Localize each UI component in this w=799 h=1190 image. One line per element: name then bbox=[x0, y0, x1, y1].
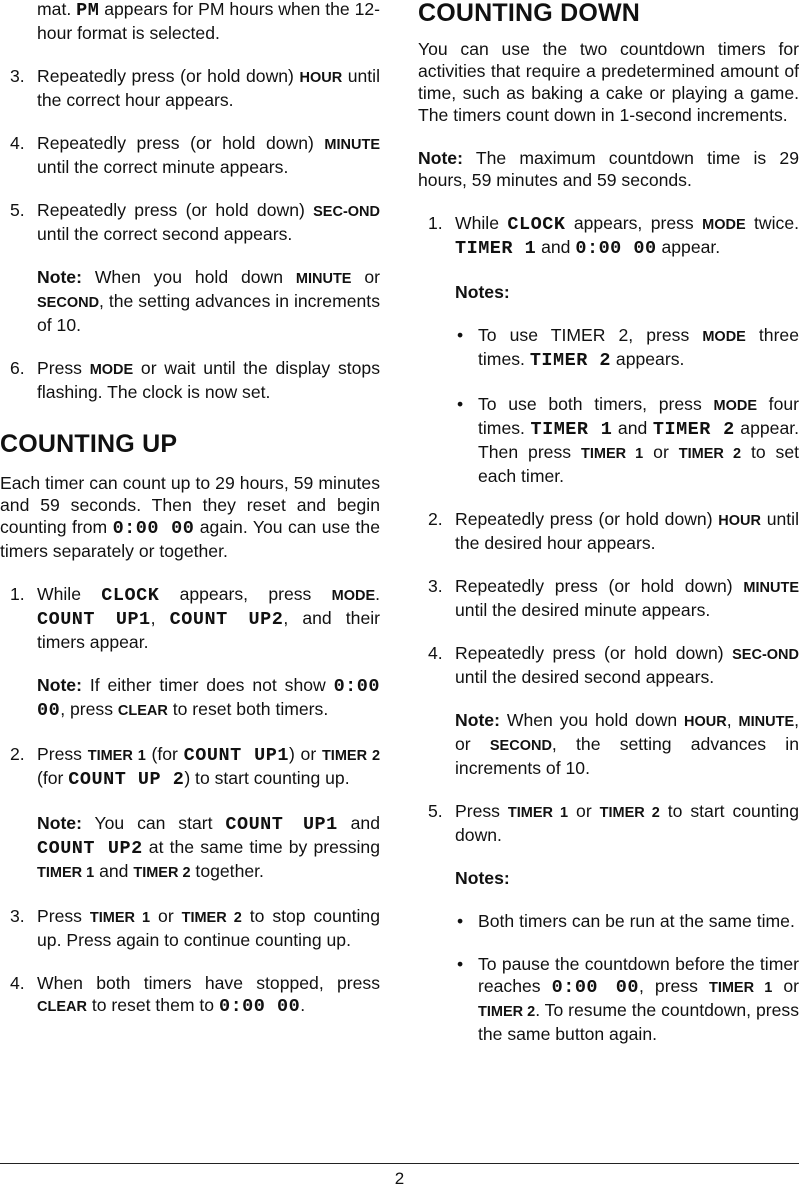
bullet-icon: • bbox=[457, 954, 464, 974]
bullet-icon: • bbox=[457, 325, 464, 345]
counting-up-intro: Each timer can count up to 29 hours, 59 minutes and 59 seconds. Then they reset and begin counting from 0:00 00 again. You can use the timers separately or together. bbox=[0, 473, 380, 561]
heading-counting-down: COUNTING DOWN bbox=[418, 0, 641, 27]
set-step-6: 6. Press MODE or wait until the display stops flashing. The clock is now set. bbox=[10, 358, 380, 402]
set-step-5-note: Note: When you hold down MINUTE or SECOND, the setting advances in increments of 10. bbox=[37, 267, 380, 335]
counting-down-intro: You can use the two countdown timers for activities that require a predetermined amount of time, such as baking a cake or playing a game. The timers count down in 1-second increments. bbox=[418, 39, 799, 125]
notes-label-1: Notes: bbox=[455, 282, 510, 302]
notes-label-2: Notes: bbox=[455, 868, 510, 888]
key-minute: MINUTE bbox=[324, 137, 380, 153]
continuation-paragraph: mat. PM appears for PM hours when the 12-hour format is selected. bbox=[37, 0, 381, 43]
down-step-2: 2. Repeatedly press (or hold down) HOUR until the desired hour appears. bbox=[428, 509, 799, 553]
footer-divider bbox=[0, 1163, 799, 1164]
bullet-timer-2: • To use TIMER 2, press MODE three times. TIMER 2 appears. bbox=[457, 325, 799, 371]
page-number: 2 bbox=[394, 1169, 405, 1188]
up-step-1-note: Note: If either timer does not show 0:00 00, press CLEAR to reset both timers. bbox=[37, 675, 380, 721]
down-step-5: 5. Press TIMER 1 or TIMER 2 to start counting down. bbox=[428, 801, 799, 845]
up-step-2: 2. Press TIMER 1 (for COUNT UP1) or TIMER 2 (for COUNT UP 2) to start counting up. bbox=[10, 744, 381, 790]
bullet-pause: • To pause the countdown before the timer reaches 0:00 00, press TIMER 1 or TIMER 2. To resume the countdown, press the same button again. bbox=[457, 954, 799, 1044]
bullet-icon: • bbox=[457, 911, 464, 931]
bullet-run-same-time: • Both timers can be run at the same time. bbox=[457, 911, 795, 931]
lcd-pm: PM bbox=[76, 0, 100, 21]
right-column bbox=[418, 0, 799, 1045]
set-step-4: 4. Repeatedly press (or hold down) MINUTE until the correct minute appears. bbox=[10, 133, 380, 177]
down-step-4-note: Note: When you hold down HOUR, MINUTE, or SECOND, the setting advances in increments of 10. bbox=[455, 710, 799, 778]
down-step-1: 1. While CLOCK appears, press MODE twice. TIMER 1 and 0:00 00 appear. bbox=[428, 213, 799, 259]
up-step-4: 4. When both timers have stopped, press CLEAR to reset them to 0:00 00. bbox=[10, 973, 380, 1017]
set-step-5: 5. Repeatedly press (or hold down) SEC-OND until the correct second appears. bbox=[10, 200, 380, 244]
bullet-both-timers: • To use both timers, press MODE four times. TIMER 1 and TIMER 2 appear. Then press TIMER 1 or TIMER 2 to set each timer. bbox=[457, 394, 799, 486]
bullet-icon: • bbox=[457, 394, 464, 414]
left-column bbox=[0, 0, 380, 1018]
counting-down-max-note: Note: The maximum countdown time is 29 hours, 59 minutes and 59 seconds. bbox=[418, 148, 799, 190]
key-second: SEC-OND bbox=[313, 204, 380, 220]
set-step-3: 3. Repeatedly press (or hold down) HOUR until the correct hour appears. bbox=[10, 66, 380, 110]
up-step-3: 3. Press TIMER 1 or TIMER 2 to stop counting up. Press again to continue counting up. bbox=[10, 906, 381, 950]
down-step-3: 3. Repeatedly press (or hold down) MINUTE until the desired minute appears. bbox=[428, 576, 799, 620]
key-mode: MODE bbox=[89, 362, 134, 378]
up-step-1: 1. While CLOCK appears, press MODE. COUNT UP1, COUNT UP2, and their timers appear. bbox=[10, 584, 381, 652]
heading-counting-up: COUNTING UP bbox=[0, 430, 178, 458]
key-hour: HOUR bbox=[299, 70, 343, 86]
down-step-4: 4. Repeatedly press (or hold down) SEC-OND until the desired second appears. bbox=[428, 643, 799, 687]
up-step-2-note: Note: You can start COUNT UP1 and COUNT UP2 at the same time by pressing TIMER 1 and TIMER 2 together. bbox=[37, 813, 380, 881]
